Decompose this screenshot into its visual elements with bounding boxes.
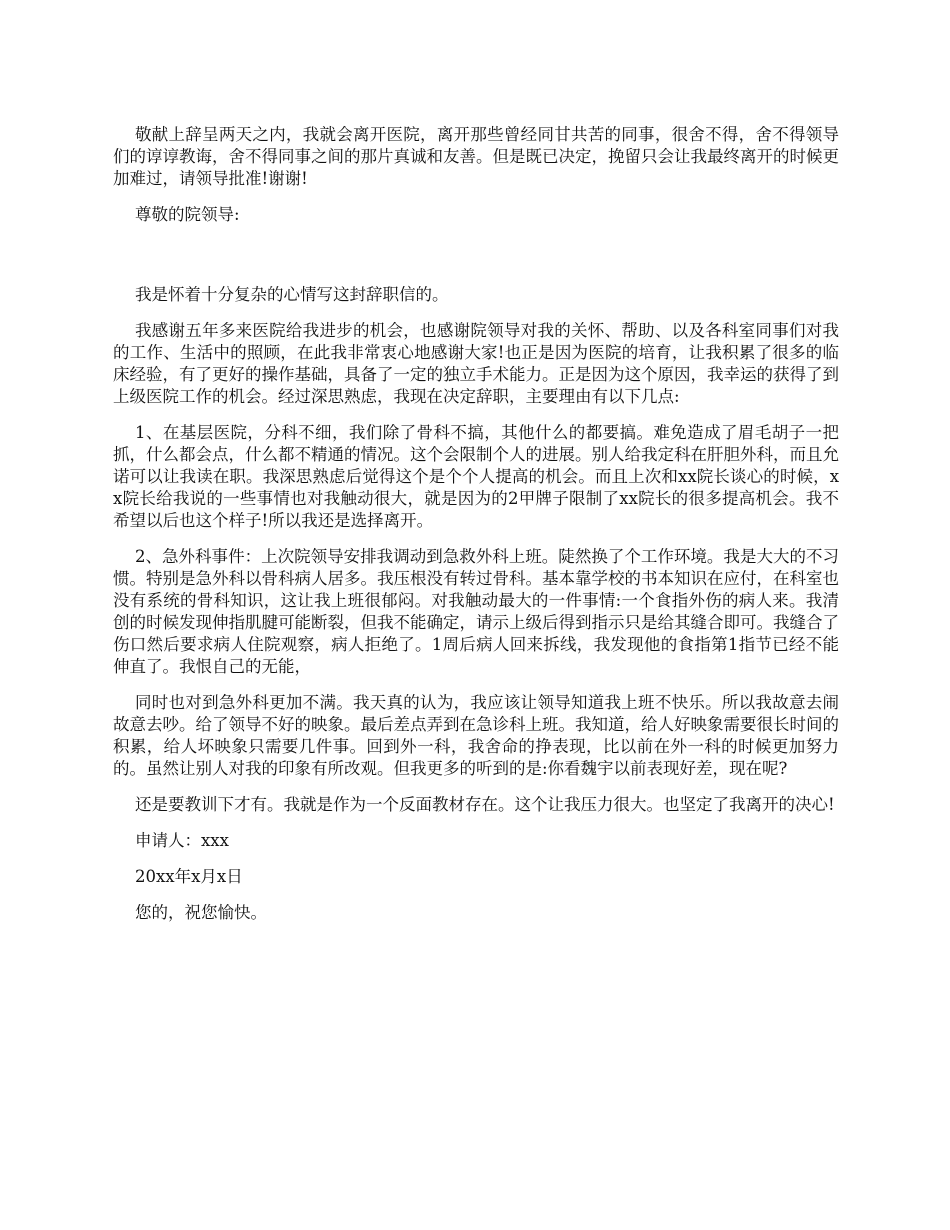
paragraph-gratitude: 我感谢五年多来医院给我进步的机会，也感谢院领导对我的关怀、帮助、以及各科室同事们对我的工作、生活中的照顾，在此我非常衷心地感谢大家!也正是因为医院的培育，让我积累了很多的临床经验，有了更好的操作基础，具备了一定的独立手术能力。正是因为这个原因，我幸运的获得了到上级医院工作的机会。经过深思熟虑，我现在决定辞职，主要理由有以下几点: — [113, 321, 839, 406]
paragraph-reason-2: 2、急外科事件：上次院领导安排我调动到急救外科上班。陡然换了个工作环境。我是大大的不习惯。特别是急外科以骨科病人居多。我压根没有转过骨科。基本靠学校的书本知识在应付，在科室也没有系统的骨科知识，这让我上班很郁闷。对我触动最大的一件事情:一个食指外伤的病人来。我清创的时候发现伸指肌腱可能断裂，但我不能确定，请示上级后得到指示只是给其缝合即可。我缝合了伤口然后要求病人住院观察，病人拒绝了。1周后病人回来拆线，我发现他的食指第1指节已经不能伸直了。我恨自己的无能， — [113, 547, 839, 676]
paragraph-conclusion: 还是要教训下才有。我就是作为一个反面教材存在。这个让我压力很大。也坚定了我离开的决心! — [135, 795, 835, 814]
date-line: 20xx年x月x日 — [135, 867, 243, 886]
salutation: 尊敬的院领导: — [135, 205, 240, 224]
blank-gap — [113, 240, 839, 284]
paragraph-reflection: 同时也对到急外科更加不满。我天真的认为，我应该让领导知道我上班不快乐。所以我故意去闹故意去吵。给了领导不好的映象。最后差点弄到在急诊科上班。我知道，给人好映象需要很长时间的积累，给人坏映象只需要几件事。回到外一科，我舍命的挣表现，比以前在外一科的时候更加努力的。虽然让别人对我的印象有所改观。但我更多的听到的是:你看魏宇以前表现好差，现在呢? — [113, 693, 839, 778]
closing-line: 您的，祝您愉快。 — [135, 903, 267, 922]
paragraph-opening: 我是怀着十分复杂的心情写这封辞职信的。 — [135, 285, 449, 304]
letter-body — [113, 124, 839, 938]
applicant-line: 申请人：xxx — [135, 831, 229, 850]
paragraph-intro: 敬献上辞呈两天之内，我就会离开医院，离开那些曾经同甘共苦的同事，很舍不得，舍不得领导们的谆谆教诲，舍不得同事之间的那片真诚和友善。但是既已决定，挽留只会让我最终离开的时候更加难过，请领导批准!谢谢! — [113, 125, 839, 188]
paragraph-reason-1: 1、在基层医院，分科不细，我们除了骨科不搞，其他什么的都要搞。难免造成了眉毛胡子一把抓，什么都会点，什么都不精通的情况。这个会限制个人的进展。别人给我定科在肝胆外科，而且允诺可以让我读在职。我深思熟虑后觉得这个是个个人提高的机会。而且上次和xx院长谈心的时候，xx院长给我说的一些事情也对我触动很大，就是因为的2甲牌子限制了xx院长的很多提高机会。我不希望以后也这个样子!所以我还是选择离开。 — [113, 423, 839, 530]
